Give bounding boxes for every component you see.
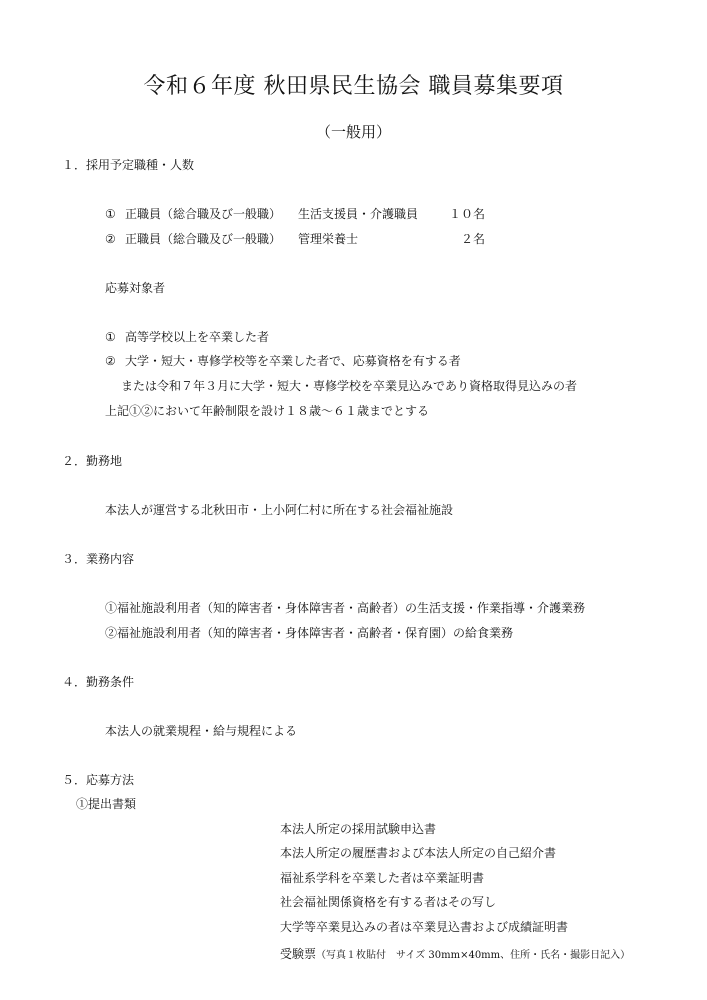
applicant-marker: ② <box>105 354 116 368</box>
position-type: 正職員（総合職及び一般職） <box>125 232 282 246</box>
section-3-heading: ３．業務内容 <box>62 552 135 566</box>
work-location-text: 本法人が運営する北秋田市・上小阿仁村に所在する社会福祉施設 <box>105 503 454 517</box>
position-marker: ① <box>105 207 116 221</box>
position-count: ２名 <box>461 232 486 246</box>
applicant-text: 大学・短大・専修学校等を卒業した者で、応募資格を有する者 <box>125 354 461 368</box>
work-conditions-text: 本法人の就業規程・給与規程による <box>105 724 298 738</box>
position-type: 正職員（総合職及び一般職） <box>125 207 282 221</box>
section-2-heading: ２．勤務地 <box>62 454 123 468</box>
photo-document-label: 受験票 <box>280 947 317 961</box>
photo-document-item <box>280 945 630 961</box>
applicants-heading: 応募対象者 <box>105 281 166 295</box>
position-job: 管理栄養士 <box>298 232 359 246</box>
document-item: 社会福祉関係資格を有する者はその写し <box>280 895 497 909</box>
applicant-marker: ① <box>105 330 116 344</box>
age-limit-note: 上記①②において年齢制限を設け１８歳～６１歳までとする <box>105 404 430 418</box>
section-5-heading: ５．応募方法 <box>62 773 135 787</box>
document-item: 本法人所定の採用試験申込書 <box>280 822 437 836</box>
page-subtitle: （一般用） <box>315 123 391 141</box>
document-item: 本法人所定の履歴書および本法人所定の自己紹介書 <box>280 846 557 860</box>
documents-sub-heading: ①提出書類 <box>76 797 137 811</box>
applicants-note: または令和７年３月に大学・短大・専修学校を卒業見込みであり資格取得見込みの者 <box>121 379 578 393</box>
section-4-heading: ４．勤務条件 <box>62 675 135 689</box>
section-1-heading: １．採用予定職種・人数 <box>62 158 195 172</box>
duty-item: ①福祉施設利用者（知的障害者・身体障害者・高齢者）の生活支援・作業指導・介護業務 <box>105 601 586 615</box>
duty-item: ②福祉施設利用者（知的障害者・身体障害者・高齢者・保育園）の給食業務 <box>105 626 514 640</box>
document-item: 大学等卒業見込みの者は卒業見込書および成績証明書 <box>280 920 569 934</box>
applicant-text: 高等学校以上を卒業した者 <box>125 330 270 344</box>
position-job: 生活支援員・介護職員 <box>298 207 419 221</box>
page-title: 令和６年度 秋田県民生協会 職員募集要項 <box>143 74 564 99</box>
position-count: １０名 <box>449 207 486 221</box>
position-marker: ② <box>105 232 116 246</box>
document-item: 福祉系学科を卒業した者は卒業証明書 <box>280 871 485 885</box>
photo-document-note: （写真１枚貼付 サイズ 30mm×40mm、住所・氏名・撮影日記入） <box>316 950 631 961</box>
